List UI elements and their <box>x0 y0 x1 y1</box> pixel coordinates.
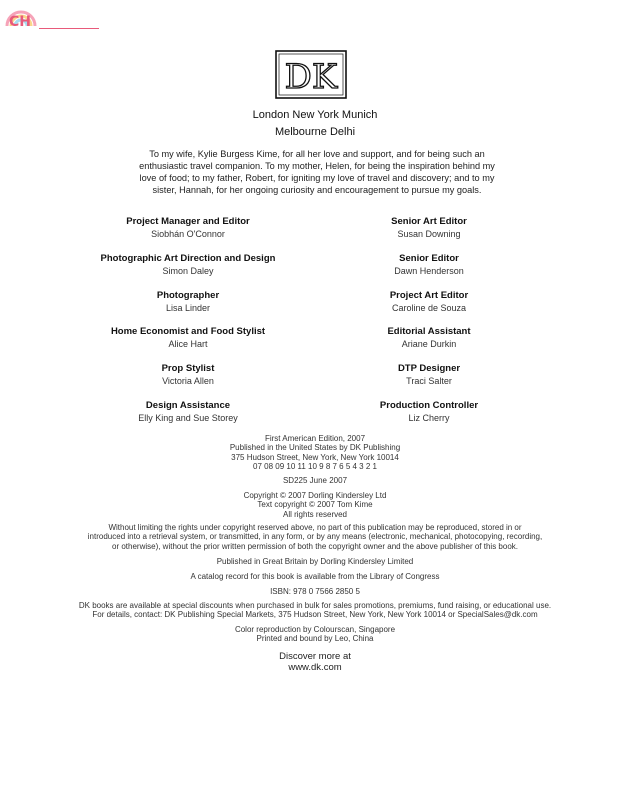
credit-name: Victoria Allen <box>162 376 214 386</box>
credit-role: Design Assistance <box>145 400 231 411</box>
rights-line: Without limiting the rights under copyright reserved above, no part of this publication may be reproduced, stored in or <box>108 523 522 532</box>
logo-text: DK <box>284 57 338 97</box>
credit-name: Caroline de Souza <box>391 303 467 313</box>
imprint-cities <box>0 106 630 142</box>
copyright-line: All rights reserved <box>282 509 348 519</box>
credit-role: Home Economist and Food Stylist <box>110 326 266 337</box>
publishing-line: 07 08 09 10 11 10 9 8 7 6 5 4 3 2 1 <box>253 462 377 472</box>
credit-left-1 <box>78 216 298 240</box>
credit-left-4 <box>78 326 298 350</box>
credit-right-6 <box>319 400 539 424</box>
special-sales <box>40 601 590 620</box>
credit-role: Project Art Editor <box>389 290 469 301</box>
dedication-line: love of food; to my father, Robert, for igniting my love of travel and discovery; and to my <box>139 173 495 183</box>
publishing-line: Published in the United States by DK Publishing <box>229 443 401 453</box>
dedication-line: enthusiastic travel companion. To my mother, Helen, for being the inspiration behind my <box>139 161 495 171</box>
credit-right-3 <box>319 290 539 314</box>
printing-line: Color reproduction by Colourscan, Singapore <box>234 625 396 634</box>
dedication <box>128 148 506 196</box>
credit-name: Susan Downing <box>397 229 461 239</box>
credit-left-5 <box>78 363 298 387</box>
dk-logo <box>275 50 347 99</box>
credit-role: Production Controller <box>379 400 479 411</box>
edition-code: SD225 June 2007 <box>282 476 348 485</box>
credit-role: Photographic Art Direction and Design <box>100 253 276 264</box>
credit-left-3 <box>78 290 298 314</box>
publishing-details <box>40 434 590 472</box>
cities-line-2: Melbourne Delhi <box>274 126 356 138</box>
sales-line: For details, contact: DK Publishing Special Markets, 375 Hudson Street, New York, New York 10014 or SpecialSales@dk.com <box>92 610 538 620</box>
credit-right-1 <box>319 216 539 240</box>
credit-role: Senior Editor <box>399 253 459 264</box>
published-great-britain: Published in Great Britain by Dorling Kindersley Limited <box>216 557 414 566</box>
credit-role: Senior Art Editor <box>391 216 467 227</box>
credit-name: Traci Salter <box>406 376 452 386</box>
credit-role: Photographer <box>156 290 220 301</box>
watermark-underline <box>39 28 99 29</box>
dedication-line: sister, Hannah, for her ongoing curiosity and encouragement to pursue my goals. <box>152 185 482 195</box>
credit-name: Lisa Linder <box>165 303 211 313</box>
rights-notice <box>40 523 590 551</box>
publishing-line: First American Edition, 2007 <box>264 434 366 443</box>
credit-role: Editorial Assistant <box>387 326 471 337</box>
dedication-line: To my wife, Kylie Burgess Kime, for all her love and support, and for being such an <box>149 149 485 159</box>
credit-name: Alice Hart <box>168 339 208 349</box>
credit-right-2 <box>319 253 539 277</box>
credit-role: Prop Stylist <box>161 363 215 374</box>
copyright-notice <box>40 491 590 519</box>
credit-role: Project Manager and Editor <box>126 216 250 227</box>
printing-line: Printed and bound by Leo, China <box>256 634 374 644</box>
credit-name: Dawn Henderson <box>394 266 464 276</box>
copyright-line: Text copyright © 2007 Tom Kime <box>257 500 373 510</box>
credit-right-5 <box>319 363 539 387</box>
discover-text: Discover more at <box>279 651 351 662</box>
catalog-record: A catalog record for this book is available from the Library of Congress <box>190 572 440 581</box>
credit-left-6 <box>78 400 298 424</box>
printing-details <box>40 625 590 644</box>
credit-name: Ariane Durkin <box>401 339 457 349</box>
watermark-text: CH <box>9 14 31 30</box>
discover-more <box>0 651 630 673</box>
credit-name: Elly King and Sue Storey <box>138 413 238 423</box>
credit-role: DTP Designer <box>397 363 461 374</box>
rights-line: introduced into a retrieval system, or transmitted, in any form, or by any means (electronic, mechanical, photocopying, recording, <box>87 532 543 542</box>
watermark-logo <box>3 6 103 32</box>
sales-line: DK books are available at special discounts when purchased in bulk for sales promotions, premiums, fund raising, or educational use. <box>78 601 552 610</box>
credit-name: Liz Cherry <box>408 413 450 423</box>
website-link[interactable]: www.dk.com <box>288 662 342 673</box>
cities-line-1: London New York Munich <box>252 109 378 121</box>
copyright-line: Copyright © 2007 Dorling Kindersley Ltd <box>243 491 387 500</box>
credit-name: Simon Daley <box>162 266 214 276</box>
credit-right-4 <box>319 326 539 350</box>
isbn: ISBN: 978 0 7566 2850 5 <box>270 587 360 596</box>
publishing-line: 375 Hudson Street, New York, New York 10014 <box>231 452 399 462</box>
credit-name: Siobhán O'Connor <box>151 229 225 239</box>
rights-line: or otherwise), without the prior written permission of both the copyright owner and the above publisher of this book. <box>112 541 518 551</box>
credit-left-2 <box>78 253 298 277</box>
